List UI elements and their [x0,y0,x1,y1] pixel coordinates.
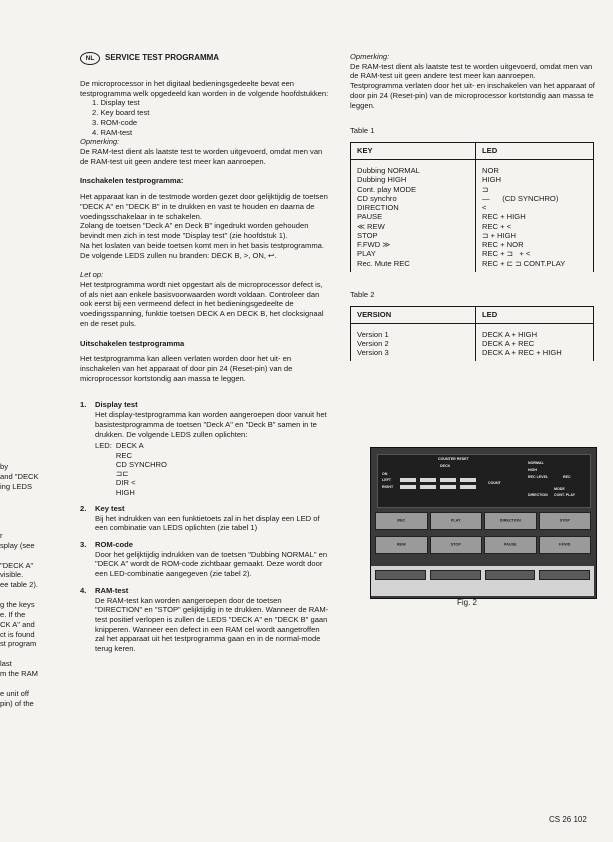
level-segment [460,485,476,489]
strip-line [0,551,50,561]
key-label: STOP [450,542,461,547]
section-heading: RAM-test [95,585,129,595]
key-label: PAUSE [503,542,517,547]
table-cell: — (CD SYNCHRO) [482,193,559,203]
level-segment [440,478,456,482]
table-cell: REC + ⊏ ⊐ CONT.PLAY [482,258,566,268]
chapter-item: 1. Display test [92,98,140,108]
strip-line: r [0,531,3,541]
strip-line: by [0,462,9,471]
strip-line: visible. [0,570,24,580]
remark-label: Opmerking: [80,137,120,147]
panel-bottom [371,566,594,596]
strip-line [0,679,50,689]
led-item: CD SYNCHRO [115,459,167,469]
table1-header-led: LED [476,143,594,160]
chapter-item: 3. ROM-code [92,117,138,127]
strip-line: g the keys [0,600,35,610]
table1-key-column [351,160,476,272]
section-display-test [80,400,330,496]
key-label: REC [397,518,406,523]
table-cell: PAUSE [357,212,383,222]
section-header [80,52,330,65]
section-heading: Display test [95,400,138,410]
section-rom-code [80,540,330,579]
strip-line: st program [0,639,37,649]
section-number: 3. [80,539,87,549]
section-heading: Key test [95,503,125,513]
language-badge-icon: NL [80,52,100,65]
page-number: CS 26 102 [549,815,587,824]
table-cell: F.FWD ≫ [357,240,391,250]
direction-key[interactable] [484,512,537,530]
table-cell: Version 2 [357,338,389,348]
play-key[interactable] [430,512,483,530]
right-column [350,52,598,361]
table1-header-key: KEY [351,143,476,160]
display-panel [377,454,591,508]
panel-label: COUNTER RESET [438,457,469,461]
level-segment [460,478,476,482]
led-item: ⊐⊏ [115,469,129,479]
level-segment [440,485,456,489]
table-cell: REC + < [482,221,512,231]
inschakelen-p2: Zolang de toetsen "Deck A" en Deck B" ingedrukt worden gehouden bevindt men zich in test mode "Display test" (zie hoofdstuk 1). [80,221,309,241]
section-text: De RAM-test kan worden aangeroepen door de toetsen "DIRECTION" en "STOP" gelijktijdig in te drukken. Wanneer de RAM-test positief verlopen is zullen de LEDS "DECK A" en "DECK B" gaan knipperen. Wanneer een defect in een RAM cel wordt aangetroffen zal het apparaat uit het testprogramma gaan en in de normal-mode terug keren. [95,595,329,654]
table2-caption: Table 2 [350,289,375,299]
section-key-test [80,504,330,533]
uitschakelen-text: Het testprogramma kan alleen verlaten worden door het uit- en inschakelen van het apparaat of door pin 24 (Reset-pin) van de microprocessor kortstondig aan massa te leggen. [80,354,293,383]
stop-key[interactable] [539,512,592,530]
strip-line: ee table 2). [0,580,38,590]
ffwd-key[interactable] [539,536,592,554]
led-item: REC [115,450,132,460]
table-cell: HIGH [482,175,501,185]
key-label: DIRECTION [499,518,521,523]
panel-label: MODE [554,487,565,491]
table-cell: STOP [357,230,378,240]
panel-label: COUNT [488,481,501,485]
strip-line: e unit off [0,688,29,698]
table-cell: DECK A + REC [482,338,535,348]
key-label: F.FWD [558,542,571,547]
panel-label: DECK [440,464,451,468]
bottom-control [430,570,481,580]
inschakelen-p3: Na het loslaten van beide toetsen komt men in het basis testprogramma. [80,240,324,250]
strip-line: e. If the [0,609,26,619]
table-cell: ≪ REW [357,221,385,231]
panel-label: REC LEVEL [528,475,549,479]
section-number: 1. [80,400,87,410]
bottom-control [485,570,536,580]
transport-keys-row-1 [375,512,591,530]
section-ram-test [80,586,330,654]
bottom-controls [375,570,590,580]
panel-label: RIGHT [382,485,394,489]
chapter-list [80,98,330,137]
table-2 [350,306,594,362]
panel-label: ON [382,472,388,476]
key-label: REW [396,542,406,547]
letop-label: Let op: [80,270,104,280]
remark-p2: Testprogramma verlaten door het uit- en inschakelen van het apparaat of door pin 24 (Reset-pin) van de microprocessor kortstondig aan massa te leggen. [350,81,595,110]
strip-line: CK A" and [0,619,35,629]
led-item: DECK A [115,441,144,451]
table2-version-column [351,323,476,361]
chapter-item: 4. RAM-test [92,127,133,137]
panel-label: HIGH [528,468,537,472]
strip-line [0,590,50,600]
pause-key[interactable] [484,536,537,554]
table-cell: DIRECTION [357,203,399,213]
led-item: DIR < [115,478,136,488]
panel-label: CONT. PLAY [554,493,576,497]
section-number: 4. [80,585,87,595]
strip-line: ct is found [0,629,35,639]
rec-key[interactable] [375,512,428,530]
margin-strip [0,462,50,708]
key-label: STOP [559,518,570,523]
strip-line: pin) of the [0,698,34,708]
strip-line [0,501,50,511]
chapter-item: 2. Key board test [92,108,150,118]
intro-text: De microprocessor in het digitaal bedieningsgedeelte bevat een testprogramma welk opgedeeld kan worden in de volgende hoofdstukken: [80,79,329,98]
table1-led-column [476,160,594,272]
remark-label: Opmerking: [350,52,390,61]
table-cell: Dubbing NORMAL [357,166,420,176]
uitschakelen-title: Uitschakelen testprogramma [80,338,185,348]
table-cell: < [482,203,487,213]
strip-line: and "DECK [0,471,39,481]
table-cell: REC + ⊐ + < [482,249,531,259]
bottom-control [375,570,426,580]
table1-caption: Table 1 [350,126,375,136]
strip-line [0,511,50,521]
section-heading: ROM-code [95,539,133,549]
led-label: LED: [95,441,112,451]
led-list [95,441,330,497]
table-cell: NOR [482,166,499,176]
table-cell: CD synchro [357,193,397,203]
table-1 [350,142,594,272]
stop-key-2[interactable] [430,536,483,554]
letop-text: Het testprogramma wordt niet opgestart als de microprocessor defect is, of als niet aan enkele basisvoorwaarden wordt voldaan. Controleer dan ook eerst bij een vermeend defect in het bedieningsgedeelte de voedingsspanning, funktie toetsen DECK A en DECK B, het clocksignaal en de reset puls. [80,279,324,328]
level-segment [420,485,436,489]
table-cell: Version 3 [357,348,389,357]
table-cell: Version 1 [357,329,389,339]
left-column [80,52,330,654]
table-cell: ⊐ + HIGH [482,230,517,240]
table-cell: PLAY [357,249,376,259]
bottom-control [539,570,590,580]
led-item: HIGH [115,487,135,497]
strip-line: "DECK A" [0,560,34,570]
panel-label: REC [563,475,571,479]
level-segment [420,478,436,482]
key-label: PLAY [450,518,461,523]
panel-label: DIRECTION [528,493,548,497]
front-panel-figure [370,447,597,599]
table-cell: REC + HIGH [482,212,526,222]
panel-label: LEFT [382,478,391,482]
level-segment [400,485,416,489]
table2-header-led: LED [476,306,594,323]
table2-led-column [476,323,594,361]
table-cell: Cont. play MODE [357,184,417,194]
strip-line: splay (see [0,540,35,550]
table-cell: ⊐ [482,184,489,194]
rew-key[interactable] [375,536,428,554]
inschakelen-p4: De volgende LEDS zullen nu branden: DECK B, >, ON, ↩. [80,250,277,260]
table-cell: Dubbing HIGH [357,175,407,185]
inschakelen-title: Inschakelen testprogramma: [80,176,184,186]
section-title: SERVICE TEST PROGRAMMA [105,53,220,63]
section-text: Bij het indrukken van een funktietoets zal in het display een LED of een combinatie van LEDS oplichten (zie tabel 1) [95,513,320,533]
table-cell: DECK A + REC + HIGH [482,348,562,357]
remark-p1: De RAM-test dient als laatste test te worden uitgevoerd, omdat men van de RAM-test uit geen andere test meer kan aanroepen. [350,61,593,81]
table-cell: REC + NOR [482,240,524,250]
transport-keys-row-2 [375,536,591,554]
strip-line: m the RAM [0,669,38,679]
inschakelen-p1: Het apparaat kan in de testmode worden gezet door gelijktijdig de toetsen "DECK A" en "DECK B" in te drukken en vast te houden en daarna de voedingsschakelaar in te schakelen. [80,192,328,221]
section-number: 2. [80,503,87,513]
strip-line [0,649,50,659]
table2-header-version: VERSION [351,306,476,323]
strip-line [0,492,50,502]
level-segment [400,478,416,482]
table-cell: Rec. Mute REC [357,258,410,268]
remark-text: De RAM-test dient als laatste test te worden uitgevoerd, omdat men van de RAM-test uit geen andere test meer kan aanroepen. [80,147,323,166]
strip-line [0,521,50,531]
section-text: Door het gelijktijdig indrukken van de toetsen "Dubbing NORMAL" en "DECK A" wordt de ROM-code zichtbaar gemaakt. Deze wordt door een LED-combinatie aangegeven (zie tabel 2). [95,549,328,579]
section-text: Het display-testprogramma kan worden aangeroepen door vanuit het basistestprogramma de toetsen "Deck A" en "Deck B" samen in te drukken. De volgende LEDS zullen oplichten: [95,410,327,439]
figure-caption: Fig. 2 [457,598,478,607]
strip-line: last [0,659,12,669]
table-cell: DECK A + HIGH [482,329,538,339]
panel-label: NORMAL [528,461,544,465]
strip-line: ing LEDS [0,481,33,491]
